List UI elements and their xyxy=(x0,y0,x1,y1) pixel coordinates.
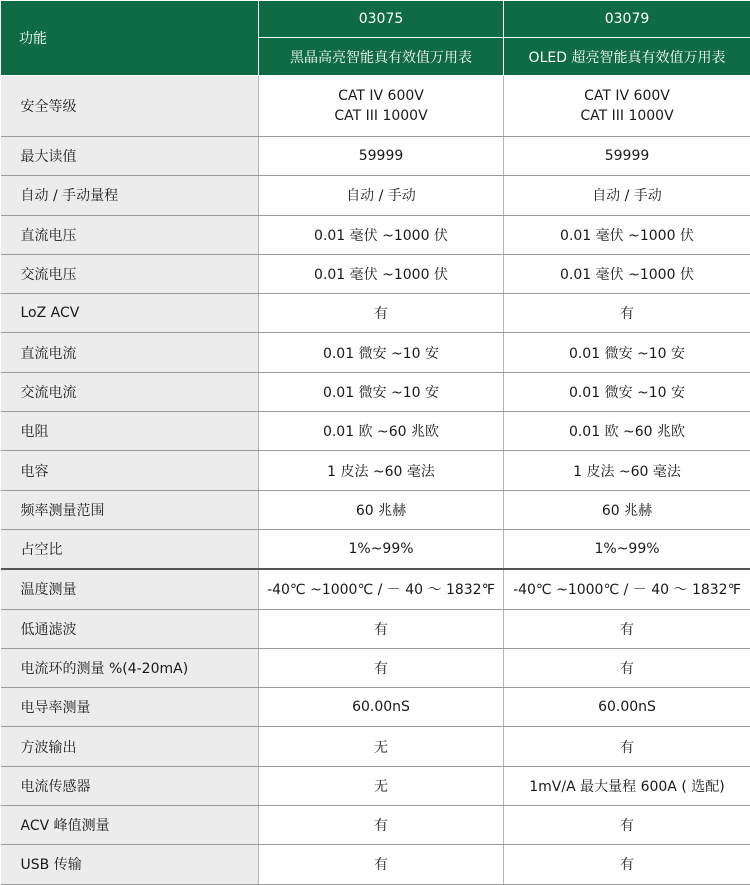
feature-label: USB 传输 xyxy=(1,845,259,884)
value-line: 有 xyxy=(374,306,388,322)
feature-label: 交流电流 xyxy=(1,372,259,411)
table-row xyxy=(1,215,750,254)
value-line: CAT IV 600V xyxy=(259,86,503,106)
value-03075 xyxy=(259,372,504,411)
value-line: 1mV/A 最大量程 600A ( 选配) xyxy=(529,779,724,795)
value-line: 60 兆赫 xyxy=(602,503,652,519)
value-line: 0.01 毫伏 ~1000 伏 xyxy=(560,228,694,244)
table-row xyxy=(1,609,750,648)
value-line: 有 xyxy=(374,622,388,638)
value-line: 1 皮法 ~60 毫法 xyxy=(327,464,435,480)
value-line: 59999 xyxy=(605,148,650,164)
feature-label: 安全等级 xyxy=(1,76,259,137)
value-03079 xyxy=(504,766,750,805)
value-line: 0.01 欧 ~60 兆欧 xyxy=(323,424,439,440)
feature-label: 自动 / 手动量程 xyxy=(1,176,259,215)
value-03079 xyxy=(504,529,750,569)
value-line: 有 xyxy=(374,661,388,677)
value-line: 有 xyxy=(620,661,634,677)
model-desc-03079: OLED 超亮智能真有效值万用表 xyxy=(504,38,750,76)
value-line: 自动 / 手动 xyxy=(346,188,416,204)
value-line: 有 xyxy=(620,857,634,873)
table-row xyxy=(1,254,750,293)
table-row xyxy=(1,451,750,490)
value-03075 xyxy=(259,727,504,766)
value-03075 xyxy=(259,176,504,215)
value-03079 xyxy=(504,254,750,293)
value-line: 0.01 毫伏 ~1000 伏 xyxy=(560,267,694,283)
value-03079 xyxy=(504,688,750,727)
value-line: 有 xyxy=(620,622,634,638)
value-line: 59999 xyxy=(359,148,404,164)
table-row xyxy=(1,688,750,727)
value-line: 60 兆赫 xyxy=(356,503,406,519)
value-03075 xyxy=(259,333,504,372)
value-line: CAT III 1000V xyxy=(504,106,750,126)
value-03075 xyxy=(259,76,504,137)
table-row xyxy=(1,569,750,609)
value-03079 xyxy=(504,76,750,137)
value-03075 xyxy=(259,451,504,490)
table-body xyxy=(1,76,750,885)
value-line: 有 xyxy=(620,818,634,834)
model-code-03075: 03075 xyxy=(259,1,504,38)
feature-column-header: 功能 xyxy=(1,1,259,76)
table-row xyxy=(1,294,750,333)
value-line: CAT IV 600V xyxy=(504,86,750,106)
table-row xyxy=(1,727,750,766)
value-03075 xyxy=(259,137,504,176)
table-row xyxy=(1,176,750,215)
value-03075 xyxy=(259,412,504,451)
value-line: 1%~99% xyxy=(348,541,413,557)
value-03079 xyxy=(504,609,750,648)
value-03075 xyxy=(259,294,504,333)
table-row xyxy=(1,137,750,176)
value-line: 无 xyxy=(374,740,388,756)
table-row xyxy=(1,766,750,805)
feature-label: LoZ ACV xyxy=(1,294,259,333)
value-line: 0.01 欧 ~60 兆欧 xyxy=(569,424,685,440)
value-03079 xyxy=(504,490,750,529)
value-line: -40℃ ~1000℃ / － 40 ～ 1832℉ xyxy=(513,582,741,598)
value-line: 有 xyxy=(620,306,634,322)
value-03079 xyxy=(504,176,750,215)
value-03075 xyxy=(259,490,504,529)
table-header xyxy=(1,1,750,76)
value-line: 0.01 微安 ~10 安 xyxy=(323,385,439,401)
model-desc-03075: 黑晶高亮智能真有效值万用表 xyxy=(259,38,504,76)
table-row xyxy=(1,333,750,372)
table-row xyxy=(1,529,750,569)
feature-label: 电阻 xyxy=(1,412,259,451)
value-03079 xyxy=(504,569,750,609)
value-03079 xyxy=(504,412,750,451)
value-line: 自动 / 手动 xyxy=(592,188,662,204)
feature-label: 直流电流 xyxy=(1,333,259,372)
value-03075 xyxy=(259,254,504,293)
value-03079 xyxy=(504,727,750,766)
feature-label: 交流电压 xyxy=(1,254,259,293)
model-code-03079: 03079 xyxy=(504,1,750,38)
value-03079 xyxy=(504,137,750,176)
value-03079 xyxy=(504,215,750,254)
value-line: 0.01 毫伏 ~1000 伏 xyxy=(314,228,448,244)
value-03075 xyxy=(259,688,504,727)
feature-label: 电导率测量 xyxy=(1,688,259,727)
table-row xyxy=(1,372,750,411)
value-03079 xyxy=(504,333,750,372)
value-03075 xyxy=(259,766,504,805)
value-03075 xyxy=(259,215,504,254)
feature-label: 电流环的测量 %(4-20mA) xyxy=(1,648,259,687)
value-03079 xyxy=(504,451,750,490)
table-row xyxy=(1,845,750,884)
value-line: 0.01 微安 ~10 安 xyxy=(569,385,685,401)
table-row xyxy=(1,806,750,845)
feature-label: 频率测量范围 xyxy=(1,490,259,529)
value-03075 xyxy=(259,569,504,609)
value-line: 0.01 毫伏 ~1000 伏 xyxy=(314,267,448,283)
value-line: 0.01 微安 ~10 安 xyxy=(323,346,439,362)
value-line: 60.00nS xyxy=(352,699,410,715)
table-row xyxy=(1,412,750,451)
feature-label: 温度测量 xyxy=(1,569,259,609)
value-03075 xyxy=(259,609,504,648)
value-03079 xyxy=(504,845,750,884)
feature-label: 最大读值 xyxy=(1,137,259,176)
value-line: 60.00nS xyxy=(598,699,656,715)
value-line: 有 xyxy=(374,818,388,834)
feature-label: ACV 峰值测量 xyxy=(1,806,259,845)
table-row xyxy=(1,490,750,529)
value-03075 xyxy=(259,648,504,687)
value-line: 1 皮法 ~60 毫法 xyxy=(573,464,681,480)
value-03079 xyxy=(504,648,750,687)
value-line: 有 xyxy=(620,740,634,756)
value-line: CAT III 1000V xyxy=(259,106,503,126)
feature-label: 方波输出 xyxy=(1,727,259,766)
value-line: 有 xyxy=(374,857,388,873)
value-03079 xyxy=(504,294,750,333)
value-line: 无 xyxy=(374,779,388,795)
value-03079 xyxy=(504,372,750,411)
value-line: 1%~99% xyxy=(594,541,659,557)
feature-label: 电流传感器 xyxy=(1,766,259,805)
feature-label: 电容 xyxy=(1,451,259,490)
feature-label: 低通滤波 xyxy=(1,609,259,648)
value-03079 xyxy=(504,806,750,845)
value-line: -40℃ ~1000℃ / － 40 ～ 1832℉ xyxy=(267,582,495,598)
feature-label: 直流电压 xyxy=(1,215,259,254)
table-row xyxy=(1,648,750,687)
value-line: 0.01 微安 ~10 安 xyxy=(569,346,685,362)
feature-label: 占空比 xyxy=(1,529,259,569)
value-03075 xyxy=(259,806,504,845)
table-row xyxy=(1,76,750,137)
value-03075 xyxy=(259,529,504,569)
value-03075 xyxy=(259,845,504,884)
